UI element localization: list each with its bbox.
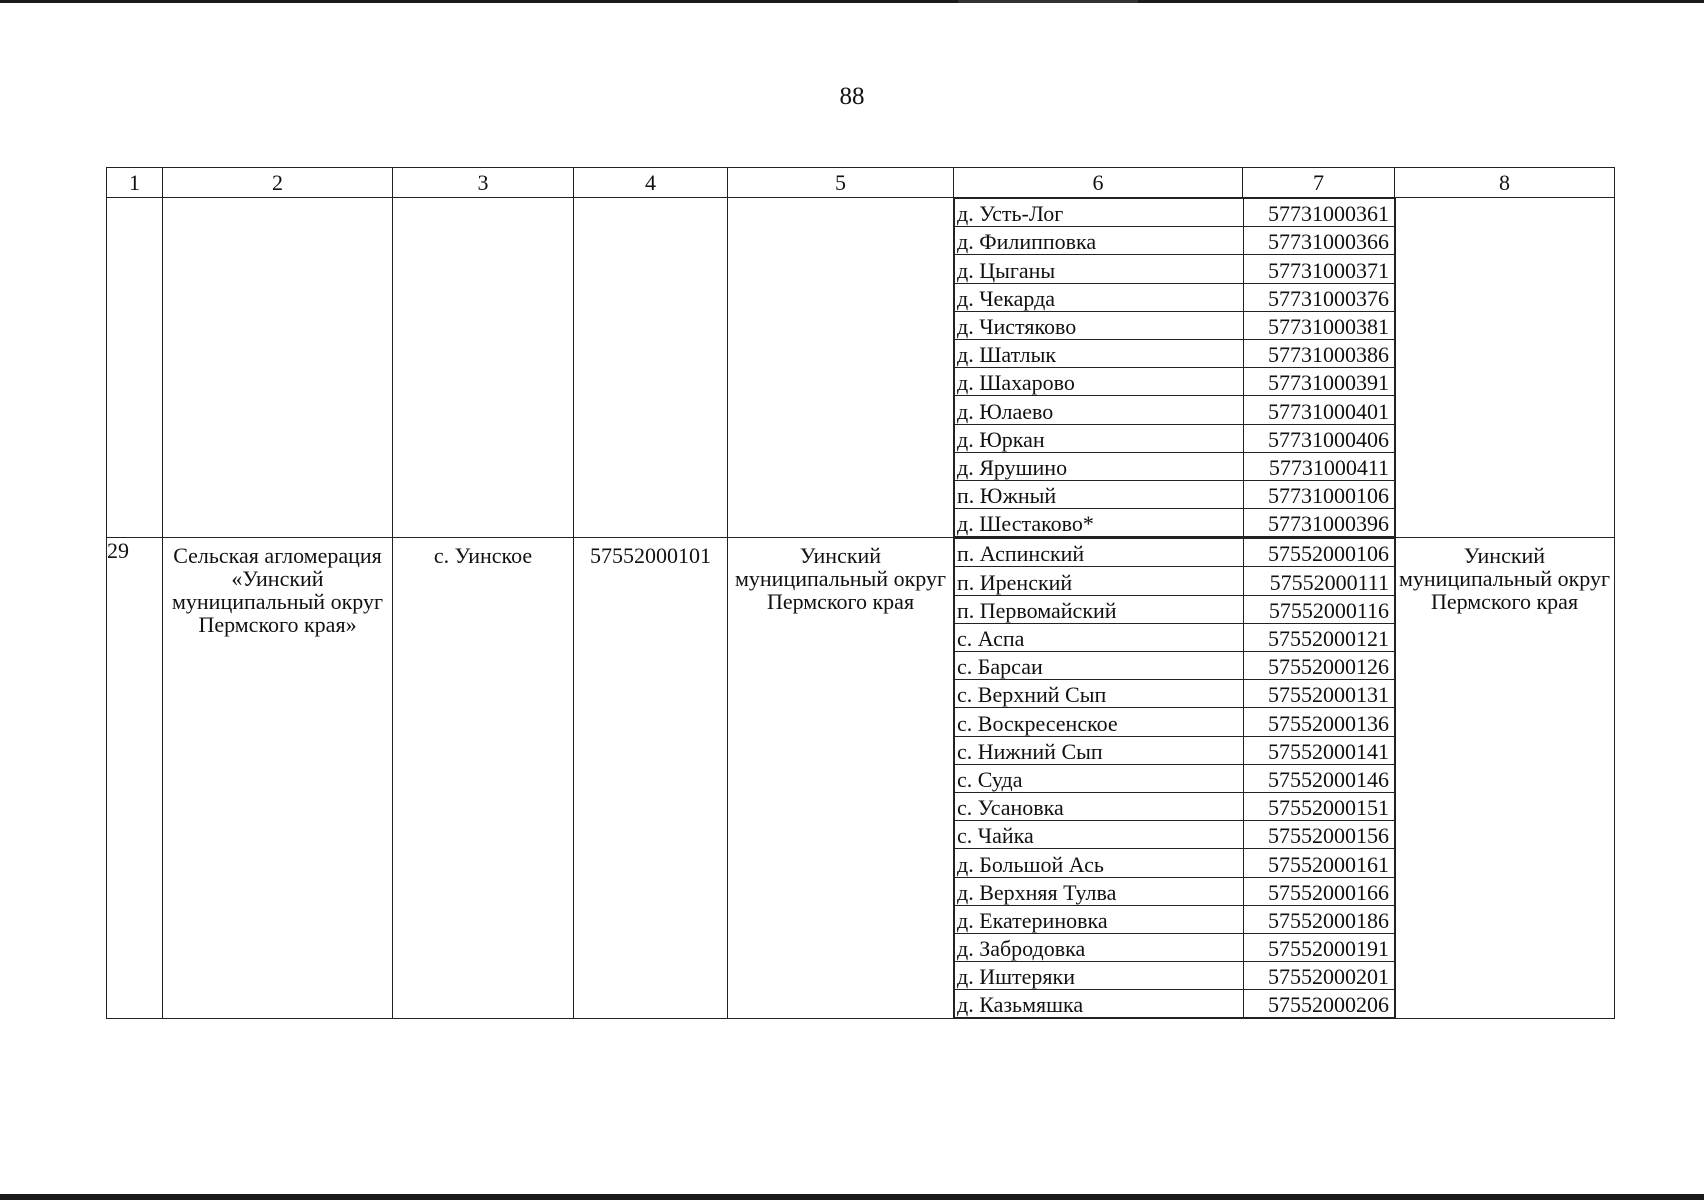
list-item [955, 509, 1396, 537]
settlement-code: 57552000136 [1244, 708, 1396, 736]
settlement-name: д. Чекарда [955, 283, 1244, 311]
row-number: 29 [107, 538, 163, 1019]
agglomeration-name: Сельская агломерация «Уинский муниципальный округ Пермского края» [171, 543, 383, 638]
list-item [955, 623, 1396, 651]
list-item [955, 480, 1396, 508]
cont-settlements-list [954, 198, 1396, 537]
scan-bottom-edge [0, 1194, 1704, 1200]
list-item [955, 652, 1396, 680]
settlement-name: д. Верхняя Тулва [955, 877, 1244, 905]
settlement-code: 57731000386 [1244, 339, 1396, 367]
header-row [107, 168, 1615, 198]
list-item [955, 849, 1396, 877]
settlement-name: д. Юлаево [955, 396, 1244, 424]
list-item [955, 452, 1396, 480]
cont-municipality-cell [728, 198, 954, 538]
settlement-name: с. Чайка [955, 821, 1244, 849]
scan-top-mark [958, 0, 1138, 3]
list-item [955, 764, 1396, 792]
settlement-name: д. Казьмяшка [955, 990, 1244, 1018]
settlement-name: д. Забродовка [955, 933, 1244, 961]
settlement-code: 57552000151 [1244, 792, 1396, 820]
settlement-name: с. Аспа [955, 623, 1244, 651]
list-item [955, 539, 1396, 567]
settlement-name: д. Большой Ась [955, 849, 1244, 877]
list-item [955, 283, 1396, 311]
settlement-name: с. Суда [955, 764, 1244, 792]
settlement-name: д. Шатлык [955, 339, 1244, 367]
list-item [955, 962, 1396, 990]
settlement-code: 57552000111 [1244, 567, 1396, 595]
settlement-name: д. Екатериновка [955, 905, 1244, 933]
settlement-code: 57552000141 [1244, 736, 1396, 764]
settlement-code: 57731000401 [1244, 396, 1396, 424]
settlement-code: 57552000161 [1244, 849, 1396, 877]
cont-settlements-cell [954, 198, 1395, 538]
settlement-name: д. Юркан [955, 424, 1244, 452]
list-item [955, 990, 1396, 1018]
settlement-name: д. Шахарово [955, 368, 1244, 396]
settlement-name: п. Иренский [955, 567, 1244, 595]
list-item [955, 339, 1396, 367]
scan-top-edge [0, 0, 1704, 3]
list-item [955, 736, 1396, 764]
settlement-name: д. Ярушино [955, 452, 1244, 480]
settlement-code: 57552000156 [1244, 821, 1396, 849]
settlement-code: 57552000106 [1244, 539, 1396, 567]
settlement-code: 57731000376 [1244, 283, 1396, 311]
settlement-code: 57731000406 [1244, 424, 1396, 452]
col-header-5: 5 [728, 168, 954, 198]
list-item [955, 396, 1396, 424]
settlements-cell [954, 538, 1395, 1019]
list-item [955, 424, 1396, 452]
settlement-code: 57552000191 [1244, 933, 1396, 961]
settlement-code: 57731000361 [1244, 199, 1396, 227]
agglomeration-cell [163, 538, 393, 1019]
district-cell [1395, 538, 1615, 1019]
cont-center-cell [393, 198, 574, 538]
list-item [955, 227, 1396, 255]
col-header-3: 3 [393, 168, 574, 198]
settlement-name: д. Цыганы [955, 255, 1244, 283]
list-item [955, 708, 1396, 736]
table-row-29 [107, 538, 1615, 1019]
cont-number-cell [107, 198, 163, 538]
settlement-code: 57731000381 [1244, 311, 1396, 339]
settlement-code: 57731000396 [1244, 509, 1396, 537]
settlement-name: д. Чистяково [955, 311, 1244, 339]
settlement-name: д. Шестаково* [955, 509, 1244, 537]
settlement-code: 57552000206 [1244, 990, 1396, 1018]
settlement-code: 57552000186 [1244, 905, 1396, 933]
settlement-code: 57552000121 [1244, 623, 1396, 651]
list-item [955, 933, 1396, 961]
settlement-name: с. Нижний Сып [955, 736, 1244, 764]
settlement-code: 57552000166 [1244, 877, 1396, 905]
list-item [955, 567, 1396, 595]
center-cell [393, 538, 574, 1019]
list-item [955, 368, 1396, 396]
center-code-cell [574, 538, 728, 1019]
municipality-cell [728, 538, 954, 1019]
col-header-6: 6 [954, 168, 1243, 198]
settlement-code: 57731000366 [1244, 227, 1396, 255]
list-item [955, 199, 1396, 227]
settlement-code: 57731000106 [1244, 480, 1396, 508]
settlement-name: д. Филипповка [955, 227, 1244, 255]
settlement-name: д. Усть-Лог [955, 199, 1244, 227]
cont-district-cell [1395, 198, 1615, 538]
col-header-2: 2 [163, 168, 393, 198]
list-item [955, 877, 1396, 905]
settlement-code: 57552000126 [1244, 652, 1396, 680]
col-header-8: 8 [1395, 168, 1615, 198]
col-header-4: 4 [574, 168, 728, 198]
page-number: 88 [839, 83, 865, 110]
cont-center-code-cell [574, 198, 728, 538]
settlement-name: с. Верхний Сып [955, 680, 1244, 708]
col-header-7: 7 [1243, 168, 1395, 198]
list-item [955, 311, 1396, 339]
settlements-list [954, 538, 1396, 1018]
col-header-1: 1 [107, 168, 163, 198]
settlement-name: п. Первомайский [955, 595, 1244, 623]
settlements-table [106, 167, 1615, 1019]
settlement-code: 57552000131 [1244, 680, 1396, 708]
settlement-code: 57731000391 [1244, 368, 1396, 396]
settlement-name: с. Воскресенское [955, 708, 1244, 736]
settlement-name: с. Барсаи [955, 652, 1244, 680]
settlement-code: 57552000116 [1244, 595, 1396, 623]
list-item [955, 680, 1396, 708]
municipality-name: Уинский муниципальный округ Пермского края [734, 543, 946, 615]
list-item [955, 821, 1396, 849]
list-item [955, 255, 1396, 283]
settlement-code: 57731000371 [1244, 255, 1396, 283]
center-name: с. Уинское [433, 543, 533, 569]
settlement-name: д. Иштеряки [955, 962, 1244, 990]
continuation-row [107, 198, 1615, 538]
settlement-code: 57552000201 [1244, 962, 1396, 990]
settlement-code: 57552000146 [1244, 764, 1396, 792]
district-name: Уинский муниципальный округ Пермского края [1398, 543, 1610, 615]
list-item [955, 792, 1396, 820]
center-code: 57552000101 [590, 543, 711, 569]
settlement-code: 57731000411 [1244, 452, 1396, 480]
cont-agglomeration-cell [163, 198, 393, 538]
list-item [955, 905, 1396, 933]
settlement-name: п. Аспинский [955, 539, 1244, 567]
settlement-name: с. Усановка [955, 792, 1244, 820]
settlement-name: п. Южный [955, 480, 1244, 508]
list-item [955, 595, 1396, 623]
